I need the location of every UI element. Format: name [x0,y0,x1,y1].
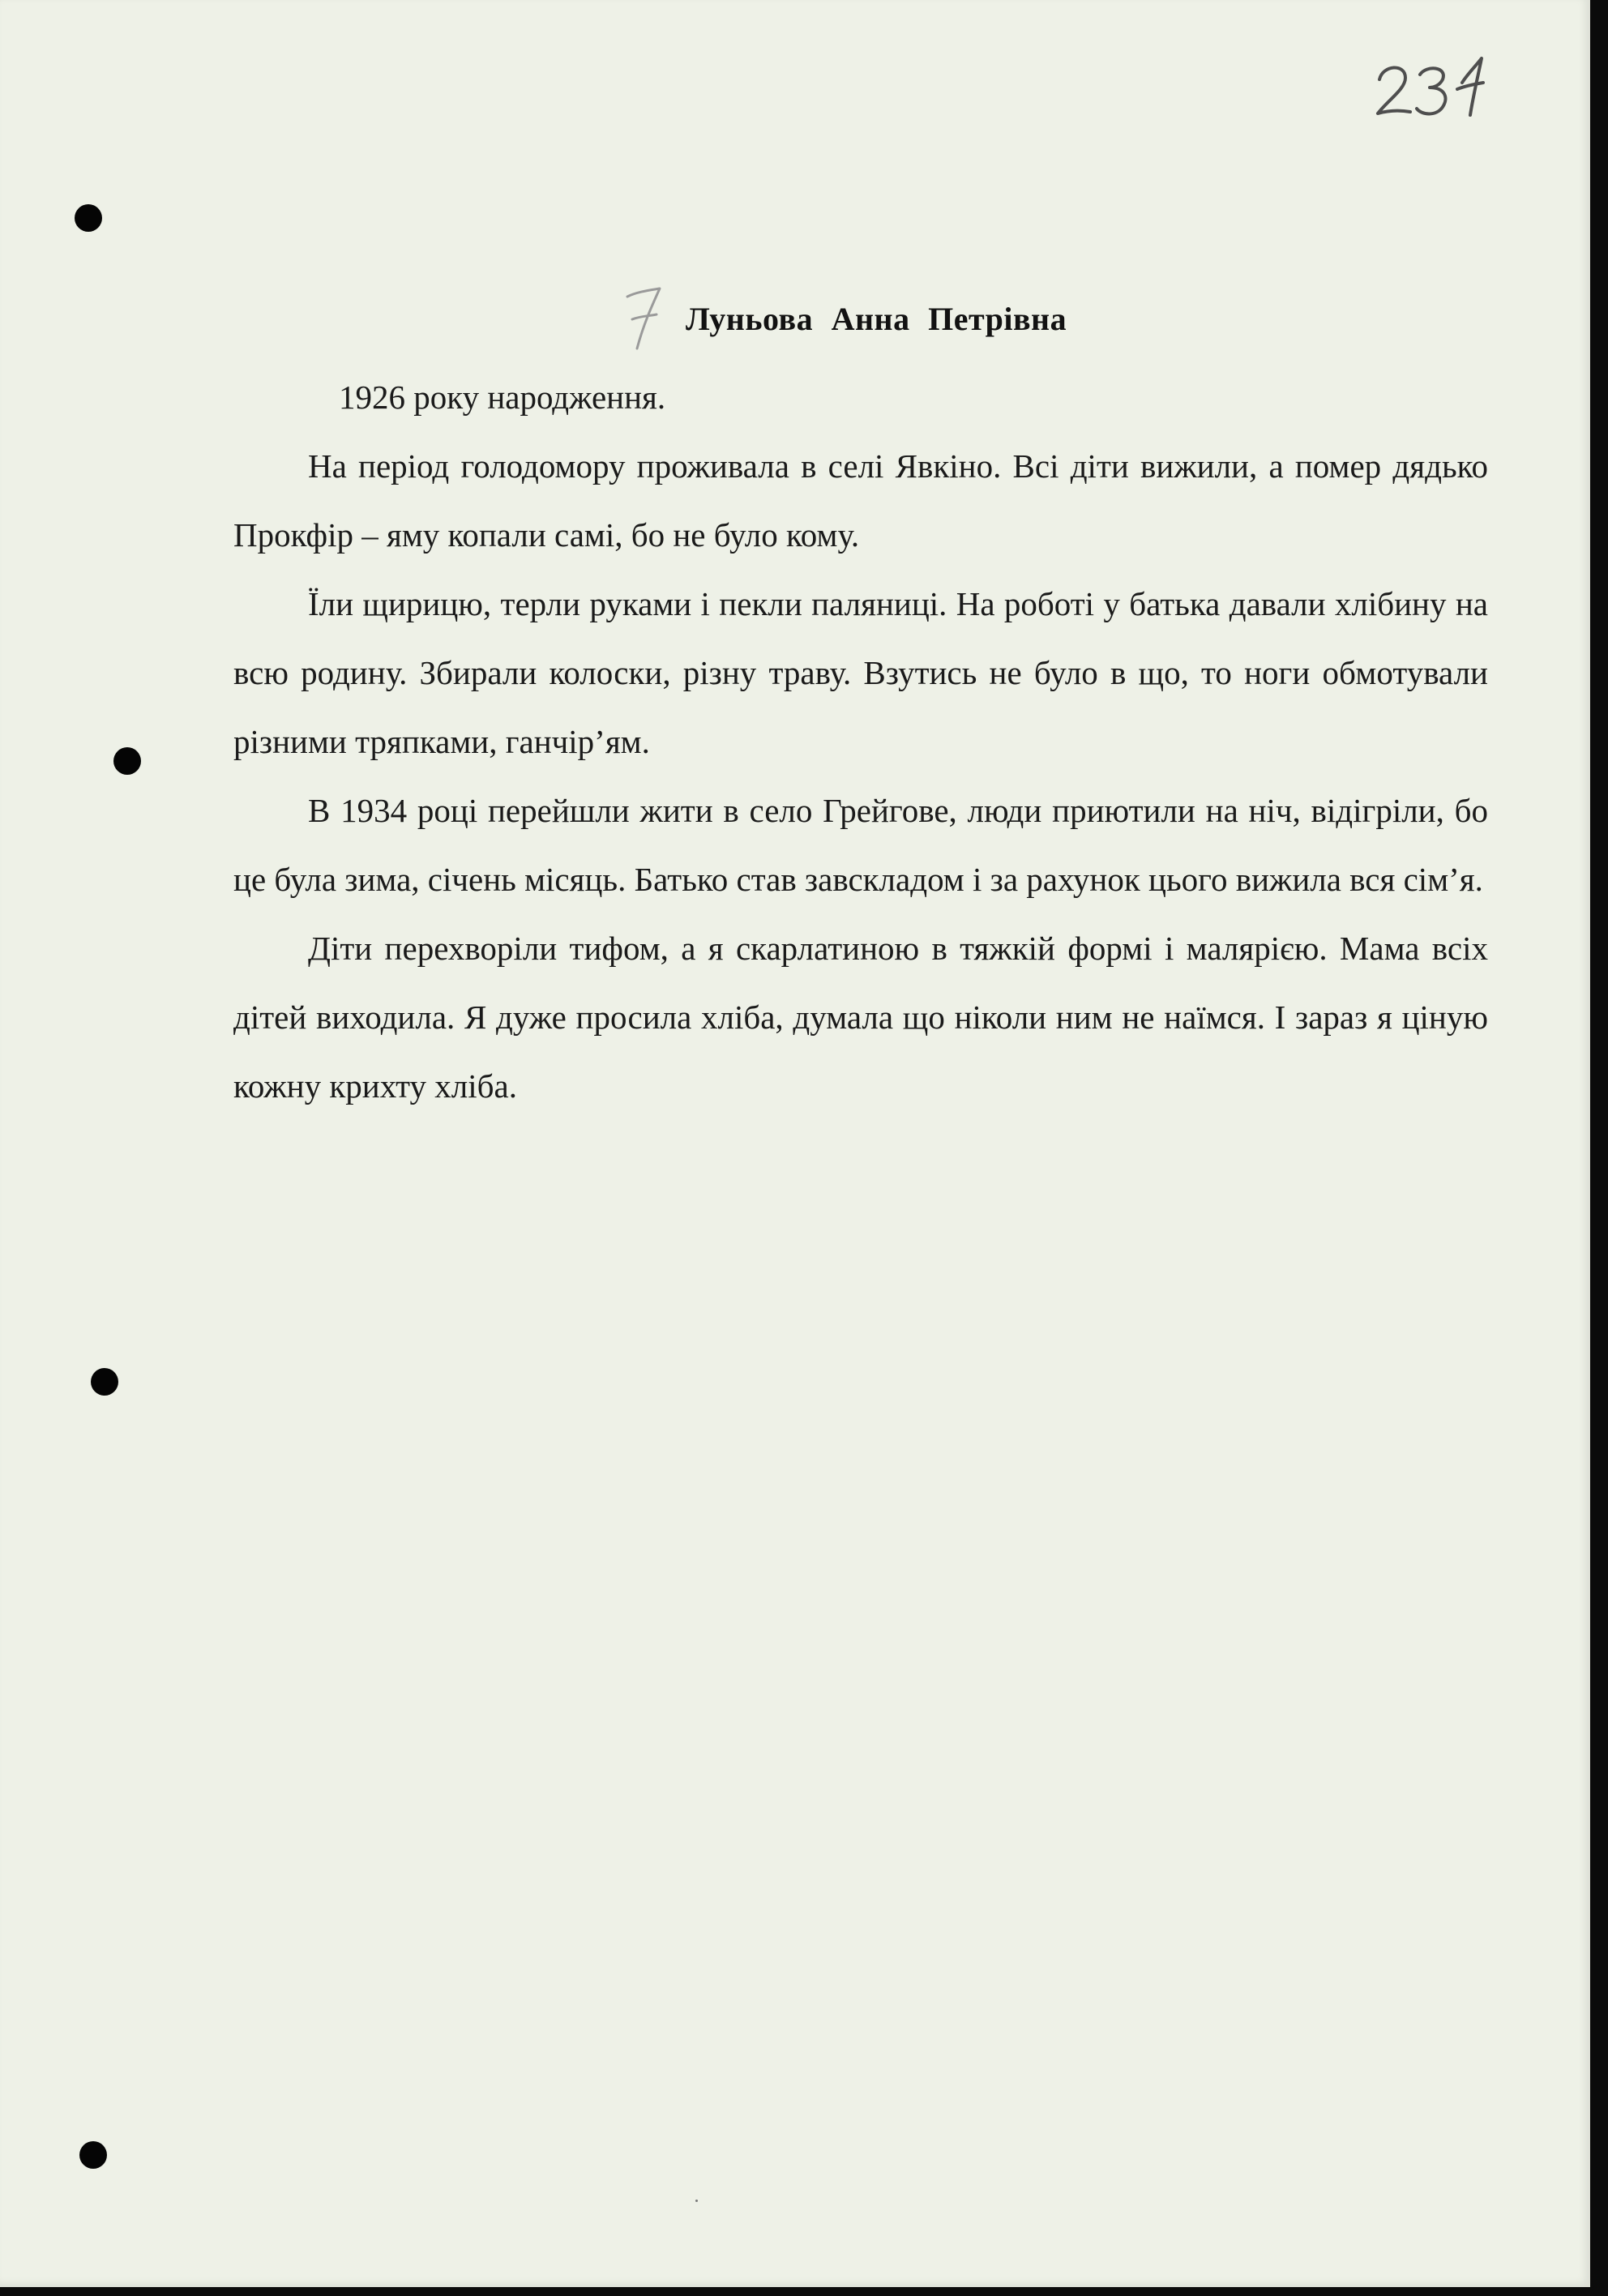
punch-hole [91,1368,118,1396]
paragraph: Їли щирицю, терли руками і пекли паляниці. На роботі у батька давали хлібину на всю родину. Збирали колоски, різну траву. Взутись не було в що, то ноги обмотували різними тряпками, ганчір’ям. [233,585,1488,760]
scan-speck [695,2200,698,2202]
punch-hole [113,747,141,775]
handwritten-entry-number [619,282,668,355]
paragraph: На період голодомору проживала в селі Явкіно. Всі діти вижили, а помер дядько Прокфір – яму копали самі, бо не було кому. [233,447,1488,554]
paragraph: Діти перехворіли тифом, а я скарлатиною в тяжкій формі і малярією. Мама всіх дітей виходила. Я дуже просила хліба, думала що ніколи ним не наїмся. І зараз я ціную кожну крихту хліба. [233,930,1488,1105]
punch-hole [79,2141,107,2169]
punch-hole [75,204,102,232]
document-body [233,363,1488,1121]
handwritten-folio-number [1370,47,1499,124]
paragraph-birth-year: 1926 року народження. [339,378,666,416]
document-title: Луньова Анна Петрівна [686,300,1067,337]
title-row [619,282,1067,355]
paragraph: В 1934 році перейшли жити в село Грейгове, люди приютили на ніч, відігріли, бо це була зима, січень місяць. Батько став завскладом і за рахунок цього вижила вся сім’я. [233,792,1488,898]
